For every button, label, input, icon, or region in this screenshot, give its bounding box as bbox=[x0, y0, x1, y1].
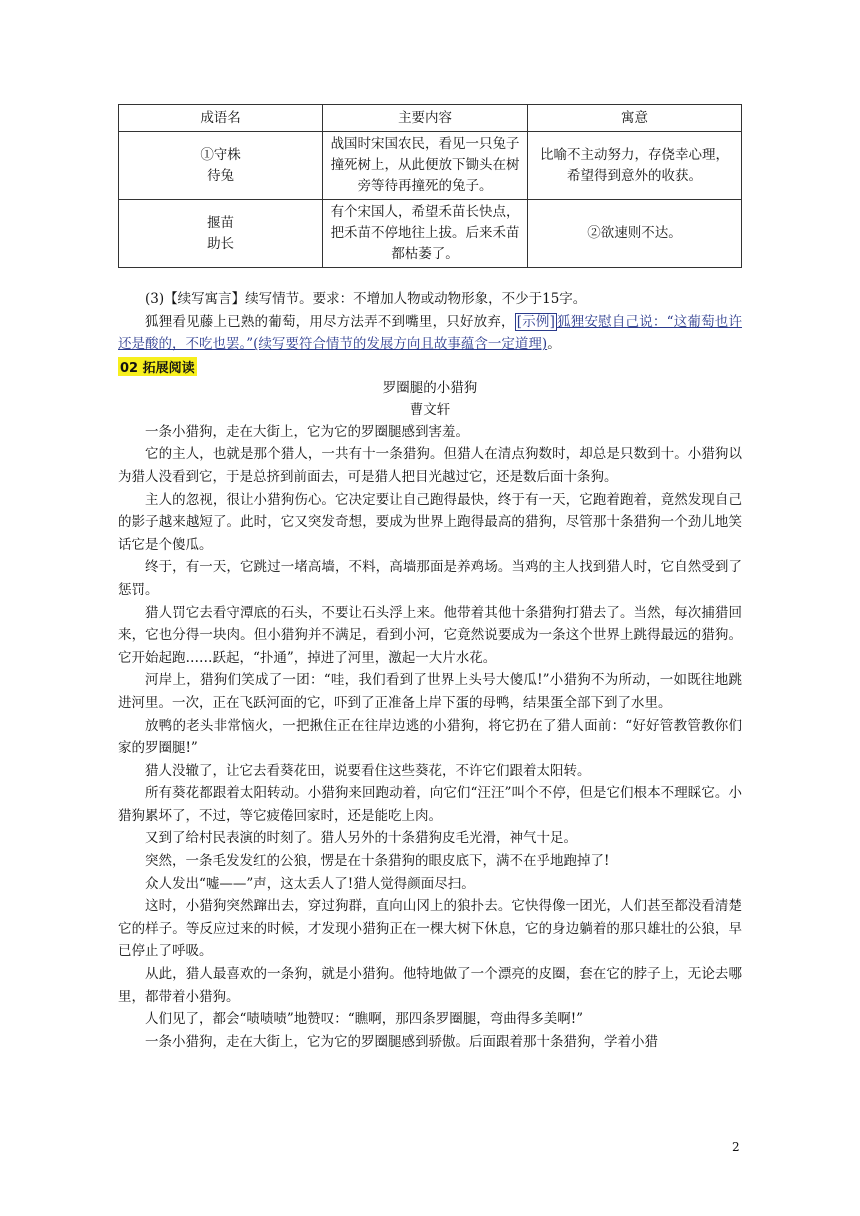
story-paragraph: 猎人罚它去看守潭底的石头，不要让石头浮上来。他带着其他十条猎狗打猎去了。当然，每次捕猎回来，它也分得一块肉。但小猎狗并不满足，看到小河，它竟然说要成为一条这个世界上跳得最远的猎狗。它开始起跑……跃起，“扑通”，掉进了河里，激起一大片水花。 bbox=[118, 604, 742, 666]
story-paragraph: 突然，一条毛发发红的公狼，愣是在十条猎狗的眼皮底下，满不在乎地跑掉了! bbox=[145, 853, 610, 870]
idiom-name-line: ①守株 bbox=[200, 146, 241, 163]
answer-text: 狐狸安慰自己说：“这葡萄也许还是酸的，不吃也罢。”(续写要符合情节的发展方向且故事蕴含一定道理) bbox=[118, 313, 742, 353]
idiom-name-line: 待兔 bbox=[207, 167, 235, 184]
story-author: 曹文轩 bbox=[409, 401, 451, 418]
story-paragraph: 人们见了，都会“啧啧啧”地赞叹：“瞧啊，那四条罗圈腿，弯曲得多美啊!” bbox=[145, 1011, 584, 1028]
story-paragraph: 主人的忽视，很让小猎狗伤心。它决定要让自己跑得最快，终于有一天，它跑着跑着，竟然发现自己的影子越来越短了。此时，它又突发奇想，要成为世界上跑得最高的猎狗，尽管那十条猎狗一个劲儿地笑话它是个傻瓜。 bbox=[118, 491, 742, 553]
idiom-name-line: 助长 bbox=[207, 235, 235, 252]
exercise-answer bbox=[118, 311, 742, 356]
exercise-section bbox=[118, 288, 742, 356]
idiom-name-line: 揠苗 bbox=[207, 214, 235, 231]
meaning-cell: ②欲速则不达。 bbox=[527, 200, 741, 268]
exercise-prompt: (3)【续写寓言】续写情节。要求：不增加人物或动物形象，不少于15字。 bbox=[145, 291, 587, 307]
header-main-content: 主要内容 bbox=[323, 105, 528, 132]
section-label: 02 拓展阅读 bbox=[118, 357, 197, 376]
header-idiom-name: 成语名 bbox=[119, 105, 323, 132]
table-row bbox=[119, 200, 742, 268]
story-paragraph: 河岸上，猎狗们笑成了一团：“哇，我们看到了世界上头号大傻瓜!”小猎狗不为所动，一如既往地跳进河里。一次，正在飞跃河面的它，吓到了正准备上岸下蛋的母鸭，结果蛋全部下到了水里。 bbox=[118, 672, 742, 711]
content-cell: 有个宋国人，希望禾苗长快点，把禾苗不停地往上拔。后来禾苗都枯萎了。 bbox=[323, 200, 528, 268]
story-paragraph: 这时，小猎狗突然蹿出去，穿过狗群，直向山冈上的狼扑去。它快得像一团光，人们甚至都没看清楚它的样子。等反应过来的时候，才发现小猎狗正在一棵大树下休息，它的身边躺着的那只雄壮的公狼，早已停止了呼吸。 bbox=[118, 898, 742, 960]
story-paragraph: 众人发出“嘘——”声，这太丢人了!猎人觉得颜面尽扫。 bbox=[145, 875, 475, 892]
page-number: 2 bbox=[732, 1140, 740, 1154]
idiom-table bbox=[118, 104, 742, 268]
answer-lead: 狐狸看见藤上已熟的葡萄，用尽方法弄不到嘴里，只好放弃， bbox=[145, 313, 515, 330]
story-title: 罗圈腿的小猎狗 bbox=[382, 379, 478, 396]
answer-end: 。 bbox=[547, 336, 561, 353]
story-paragraph: 所有葵花都跟着太阳转动。小猎狗来回跑动着，向它们“汪汪”叫个不停，但是它们根本不理睬它。小猎狗累坏了，不过，等它疲倦回家时，还是能吃上肉。 bbox=[118, 785, 742, 824]
story-paragraph: 放鸭的老头非常恼火，一把揪住正在往岸边逃的小猎狗，将它扔在了猎人面前：“好好管教管教你们家的罗圈腿!” bbox=[118, 717, 742, 757]
story-paragraph: 又到了给村民表演的时刻了。猎人另外的十条猎狗皮毛光滑，神气十足。 bbox=[145, 830, 577, 847]
story-paragraph: 猎人没辙了，让它去看葵花田，说要看住这些葵花，不许它们跟着太阳转。 bbox=[145, 762, 591, 779]
story-paragraph: 从此，猎人最喜欢的一条狗，就是小猎狗。他特地做了一个漂亮的皮圈，套在它的脖子上，无论去哪里，都带着小猎狗。 bbox=[118, 966, 742, 1005]
header-meaning: 寓意 bbox=[527, 105, 741, 132]
idiom-name-cell bbox=[119, 200, 323, 268]
content-cell: 战国时宋国农民，看见一只兔子撞死树上，从此便放下锄头在树旁等待再撞死的兔子。 bbox=[323, 132, 528, 200]
story-paragraph: 终于，有一天，它跳过一堵高墙，不料，高墙那面是养鸡场。当鸡的主人找到猎人时，它自然受到了惩罚。 bbox=[118, 559, 742, 598]
story-body bbox=[118, 421, 742, 1054]
story-paragraph: 一条小猎狗，走在大街上，它为它的罗圈腿感到害羞。 bbox=[145, 423, 469, 440]
story-paragraph: 一条小猎狗，走在大街上，它为它的罗圈腿感到骄傲。后面跟着那十条猎狗，学着小猎 bbox=[145, 1033, 658, 1050]
document-page bbox=[118, 104, 742, 1053]
idiom-name-cell bbox=[119, 132, 323, 200]
table-row bbox=[119, 132, 742, 200]
meaning-cell: 比喻不主动努力，存侥幸心理，希望得到意外的收获。 bbox=[527, 132, 741, 200]
example-tag: [示例] bbox=[516, 313, 555, 330]
table-header-row bbox=[119, 105, 742, 132]
story-paragraph: 它的主人，也就是那个猎人，一共有十一条猎狗。但猎人在清点狗数时，却总是只数到十。小猎狗以为猎人没看到它，于是总挤到前面去，可是猎人把目光越过它，还是数后面十条狗。 bbox=[118, 446, 742, 485]
section-label-row bbox=[118, 357, 742, 376]
